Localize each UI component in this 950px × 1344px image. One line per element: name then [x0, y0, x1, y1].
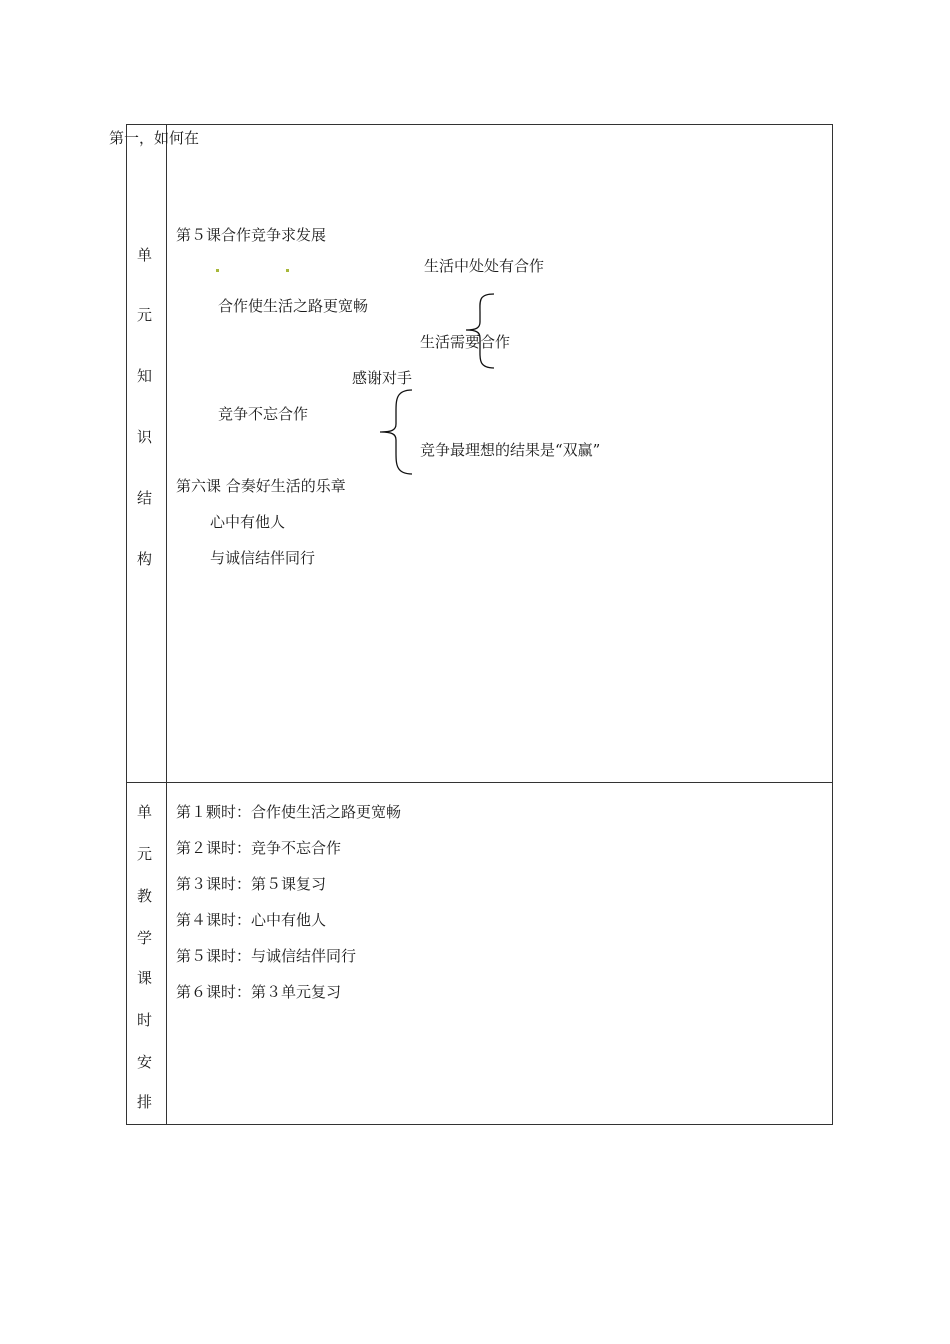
- schedule-label-char: 时: [137, 1011, 153, 1029]
- schedule-label-char: 排: [137, 1093, 153, 1111]
- structure-label-char: 构: [137, 550, 153, 568]
- schedule-label-char: 学: [137, 929, 153, 947]
- branch2-sub: 竞争最理想的结果是“双赢”: [420, 441, 601, 459]
- schedule-label-char: 单: [137, 803, 153, 821]
- branch2-label: 竞争不忘合作: [218, 405, 309, 423]
- schedule-item: 第１颗时：合作使生活之路更宽畅: [176, 803, 402, 821]
- branch1-sub2: 生活需要合作: [420, 333, 511, 351]
- schedule-item: 第２课时：竞争不忘合作: [176, 839, 342, 857]
- decorative-dot: [216, 269, 219, 272]
- row-divider: [126, 782, 833, 783]
- schedule-item: 第３课时：第５课复习: [176, 875, 327, 893]
- column-divider: [166, 124, 167, 1125]
- schedule-item: 第５课时：与诚信结伴同行: [176, 947, 357, 965]
- lesson6-item: 心中有他人: [210, 513, 286, 531]
- lesson6-title: 第六课 合奏好生活的乐章: [176, 477, 346, 495]
- schedule-label-char: 安: [137, 1053, 153, 1071]
- lesson6-item: 与诚信结伴同行: [210, 549, 316, 567]
- structure-label-char: 单: [137, 246, 153, 264]
- structure-label-char: 识: [137, 428, 153, 446]
- branch1-label: 合作使生活之路更宽畅: [218, 297, 369, 315]
- branch1-sub1: 生活中处处有合作: [424, 257, 545, 275]
- structure-label-char: 元: [137, 306, 153, 324]
- brace-icon: [462, 292, 498, 370]
- schedule-label-char: 元: [137, 845, 153, 863]
- schedule-label-char: 教: [137, 887, 153, 905]
- heading-text: 第一，如何在: [109, 129, 200, 147]
- thanks-label: 感谢对手: [352, 369, 413, 387]
- structure-label-char: 知: [137, 367, 153, 385]
- decorative-dot: [286, 269, 289, 272]
- lesson5-title: 第５课合作竞争求发展: [176, 226, 327, 244]
- brace-icon: [376, 388, 416, 478]
- structure-label-char: 结: [137, 489, 153, 507]
- schedule-item: 第６课时：第３单元复习: [176, 983, 342, 1001]
- schedule-item: 第４课时：心中有他人: [176, 911, 327, 929]
- schedule-label-char: 课: [137, 969, 153, 987]
